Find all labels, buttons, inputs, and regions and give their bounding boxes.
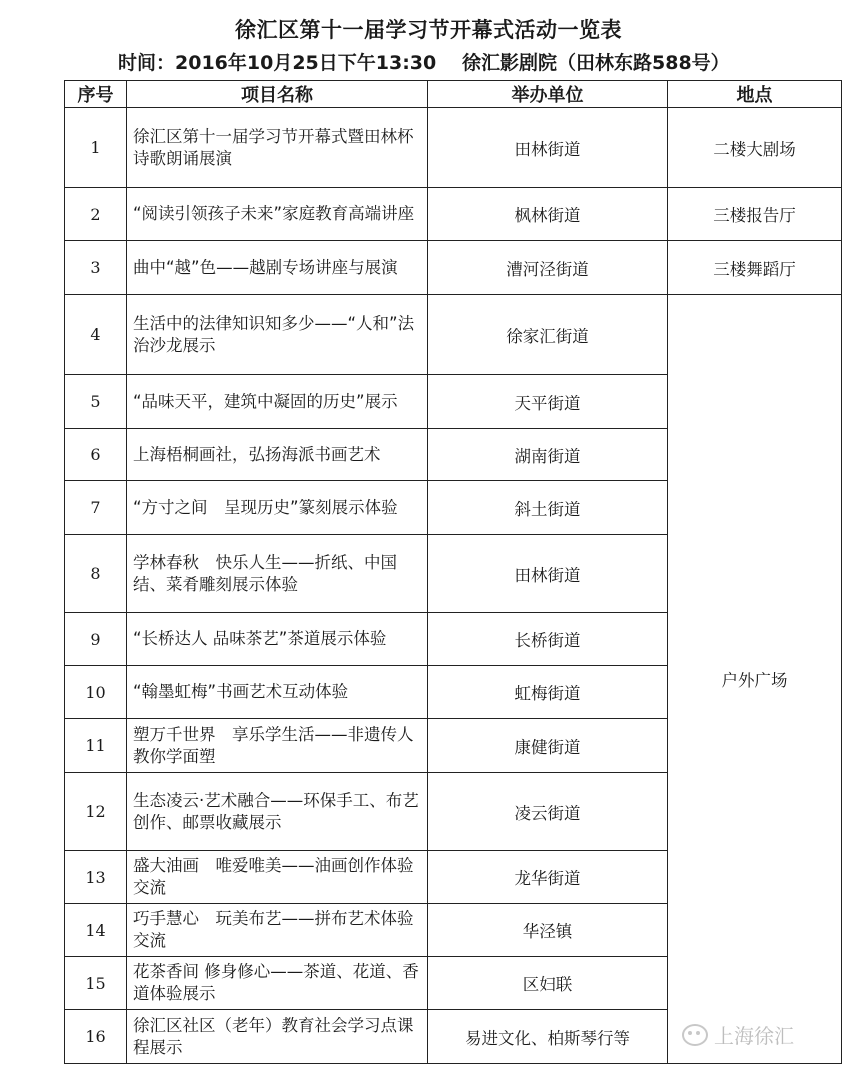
row-org: 枫林街道 [428, 188, 668, 241]
page-title: 徐汇区第十一届学习节开幕式活动一览表 [235, 18, 622, 42]
row-name: 徐汇区社区（老年）教育社会学习点课程展示 [127, 1010, 428, 1064]
row-name: 巧手慧心 玩美布艺——拼布艺术体验交流 [127, 904, 428, 957]
row-name: 塑万千世界 享乐学生活——非遗传人教你学面塑 [127, 719, 428, 773]
activity-table [64, 80, 842, 1064]
row-seq: 11 [65, 719, 127, 773]
row-org: 凌云街道 [428, 773, 668, 851]
row-seq: 16 [65, 1010, 127, 1064]
row-seq: 2 [65, 188, 127, 241]
row-org: 易进文化、柏斯琴行等 [428, 1010, 668, 1064]
event-venue: 徐汇影剧院（田林东路588号） [462, 52, 730, 74]
row-org: 康健街道 [428, 719, 668, 773]
row-name: 曲中“越”色——越剧专场讲座与展演 [127, 241, 428, 295]
row-org: 漕河泾街道 [428, 241, 668, 295]
row-loc: 三楼舞蹈厅 [668, 241, 842, 295]
row-name: 生活中的法律知识知多少——“人和”法治沙龙展示 [127, 295, 428, 375]
row-org: 田林街道 [428, 108, 668, 188]
row-seq: 6 [65, 429, 127, 481]
row-seq: 4 [65, 295, 127, 375]
row-org: 田林街道 [428, 535, 668, 613]
row-name: 上海梧桐画社，弘扬海派书画艺术 [127, 429, 428, 481]
row-seq: 14 [65, 904, 127, 957]
row-seq: 13 [65, 851, 127, 904]
table-row [65, 295, 842, 375]
row-name: “阅读引领孩子未来”家庭教育高端讲座 [127, 188, 428, 241]
row-seq: 12 [65, 773, 127, 851]
watermark-text: 上海徐汇 [714, 1024, 794, 1048]
row-name: 花茶香间 修身修心——茶道、花道、香道体验展示 [127, 957, 428, 1010]
row-name: 学林春秋 快乐人生——折纸、中国结、菜肴雕刻展示体验 [127, 535, 428, 613]
row-org: 区妇联 [428, 957, 668, 1010]
row-loc: 三楼报告厅 [668, 188, 842, 241]
row-org: 湖南街道 [428, 429, 668, 481]
row-seq: 3 [65, 241, 127, 295]
table-header-row [65, 81, 842, 108]
row-name: 徐汇区第十一届学习节开幕式暨田林杯诗歌朗诵展演 [127, 108, 428, 188]
header-seq: 序号 [65, 81, 127, 108]
row-seq: 8 [65, 535, 127, 613]
row-seq: 15 [65, 957, 127, 1010]
row-loc: 二楼大剧场 [668, 108, 842, 188]
table-row [65, 188, 842, 241]
row-seq: 7 [65, 481, 127, 535]
row-name: 生态凌云·艺术融合——环保手工、布艺创作、邮票收藏展示 [127, 773, 428, 851]
row-org: 虹梅街道 [428, 666, 668, 719]
wechat-icon [682, 1024, 708, 1046]
header-org: 举办单位 [428, 81, 668, 108]
row-seq: 1 [65, 108, 127, 188]
table-row [65, 108, 842, 188]
event-time: 时间：2016年10月25日下午13:30 [118, 52, 437, 74]
watermark [682, 1020, 794, 1049]
row-name: “方寸之间 呈现历史”篆刻展示体验 [127, 481, 428, 535]
row-org: 长桥街道 [428, 613, 668, 666]
row-org: 徐家汇街道 [428, 295, 668, 375]
header-loc: 地点 [668, 81, 842, 108]
row-org: 龙华街道 [428, 851, 668, 904]
row-org: 斜土街道 [428, 481, 668, 535]
row-seq: 10 [65, 666, 127, 719]
row-name: 盛大油画 唯爱唯美——油画创作体验交流 [127, 851, 428, 904]
row-seq: 5 [65, 375, 127, 429]
row-name: “长桥达人 品味茶艺”茶道展示体验 [127, 613, 428, 666]
merged-location: 户外广场 [668, 295, 842, 1064]
row-org: 天平街道 [428, 375, 668, 429]
row-name: “翰墨虹梅”书画艺术互动体验 [127, 666, 428, 719]
row-name: “品味天平，建筑中凝固的历史”展示 [127, 375, 428, 429]
header-name: 项目名称 [127, 81, 428, 108]
row-seq: 9 [65, 613, 127, 666]
table-row [65, 241, 842, 295]
row-org: 华泾镇 [428, 904, 668, 957]
